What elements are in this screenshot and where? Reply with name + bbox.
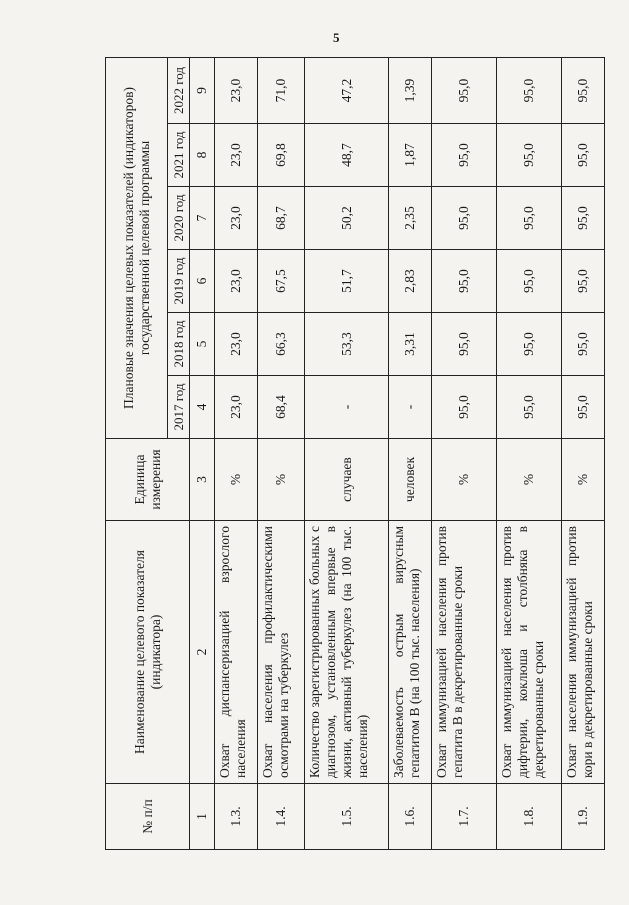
table-row [214, 57, 257, 849]
value-cell: 95,0 [497, 124, 562, 187]
table-row [432, 57, 497, 849]
header-year-2020: 2020 год [168, 187, 190, 250]
value-cell: 95,0 [432, 187, 497, 250]
column-number: 9 [190, 57, 215, 123]
header-year-2019: 2019 год [168, 250, 190, 313]
column-number: 7 [190, 187, 215, 250]
unit-cell: % [561, 439, 604, 521]
indicator-name: Заболеваемость острым вирусным гепатитом В (на 100 тыс. населения) [389, 521, 432, 784]
header-unit: Единица измерения [106, 439, 190, 521]
rotated-table-container [105, 58, 605, 850]
row-number: 1.7. [432, 784, 497, 850]
unit-cell: % [432, 439, 497, 521]
value-cell: 23,0 [214, 187, 257, 250]
header-year-2021: 2021 год [168, 124, 190, 187]
row-number: 1.8. [497, 784, 562, 850]
value-cell: 2,35 [389, 187, 432, 250]
value-cell: 50,2 [305, 187, 389, 250]
unit-cell: % [214, 439, 257, 521]
value-cell: 67,5 [257, 250, 304, 313]
value-cell: 71,0 [257, 57, 304, 123]
value-cell: 47,2 [305, 57, 389, 123]
value-cell: 68,4 [257, 376, 304, 439]
value-cell: 95,0 [432, 57, 497, 123]
value-cell: 3,31 [389, 313, 432, 376]
indicators-table [105, 57, 605, 850]
table-row [257, 57, 304, 849]
value-cell: 95,0 [561, 313, 604, 376]
row-number: 1.9. [561, 784, 604, 850]
unit-cell: % [497, 439, 562, 521]
indicator-name: Охват диспансеризацией взрослого населения [214, 521, 257, 784]
value-cell: 23,0 [214, 57, 257, 123]
value-cell: 51,7 [305, 250, 389, 313]
value-cell: 23,0 [214, 124, 257, 187]
column-number: 5 [190, 313, 215, 376]
column-number: 6 [190, 250, 215, 313]
column-numbers-row [190, 57, 215, 849]
indicator-name: Охват населения иммунизацией против кори в декретированные сроки [561, 521, 604, 784]
table-body [190, 57, 605, 849]
indicator-name: Количество зарегистрированных больных с диагнозом, установленным впервые в жизни, активный туберкулез (на 100 тыс. населения) [305, 521, 389, 784]
unit-cell: человек [389, 439, 432, 521]
column-number: 1 [190, 784, 215, 850]
column-number: 2 [190, 521, 215, 784]
value-cell: 2,83 [389, 250, 432, 313]
table-row [497, 57, 562, 849]
value-cell: - [389, 376, 432, 439]
table-row [305, 57, 389, 849]
value-cell: 95,0 [561, 124, 604, 187]
row-number: 1.5. [305, 784, 389, 850]
header-name: Наименование целевого показателя (индикатора) [106, 521, 190, 784]
value-cell: 95,0 [497, 313, 562, 376]
header-year-2017: 2017 год [168, 376, 190, 439]
value-cell: 95,0 [561, 57, 604, 123]
value-cell: 95,0 [432, 313, 497, 376]
value-cell: - [305, 376, 389, 439]
row-number: 1.3. [214, 784, 257, 850]
unit-cell: случаев [305, 439, 389, 521]
header-num: № п/п [106, 784, 190, 850]
value-cell: 95,0 [561, 376, 604, 439]
value-cell: 95,0 [561, 250, 604, 313]
indicator-name: Охват иммунизацией населения против гепатита В в декретированные сроки [432, 521, 497, 784]
indicator-name: Охват населения профилактическими осмотрами на туберкулез [257, 521, 304, 784]
column-number: 3 [190, 439, 215, 521]
indicator-name: Охват иммунизацией населения против дифтерии, коклюша и столбняка в декретированные сроки [497, 521, 562, 784]
value-cell: 95,0 [432, 250, 497, 313]
value-cell: 23,0 [214, 250, 257, 313]
value-cell: 66,3 [257, 313, 304, 376]
value-cell: 53,3 [305, 313, 389, 376]
column-number: 8 [190, 124, 215, 187]
value-cell: 95,0 [497, 250, 562, 313]
value-cell: 95,0 [432, 376, 497, 439]
page-number: 5 [333, 30, 340, 45]
row-number: 1.4. [257, 784, 304, 850]
value-cell: 95,0 [497, 57, 562, 123]
value-cell: 95,0 [561, 187, 604, 250]
column-number: 4 [190, 376, 215, 439]
value-cell: 1,39 [389, 57, 432, 123]
value-cell: 23,0 [214, 313, 257, 376]
table-row [561, 57, 604, 849]
header-year-2022: 2022 год [168, 57, 190, 123]
unit-cell: % [257, 439, 304, 521]
value-cell: 68,7 [257, 187, 304, 250]
value-cell: 1,87 [389, 124, 432, 187]
value-cell: 95,0 [432, 124, 497, 187]
header-year-2018: 2018 год [168, 313, 190, 376]
header-plan-values: Плановые значения целевых показателей (индикаторов) государственной целевой программы [106, 57, 168, 438]
value-cell: 95,0 [497, 187, 562, 250]
row-number: 1.6. [389, 784, 432, 850]
value-cell: 95,0 [497, 376, 562, 439]
value-cell: 69,8 [257, 124, 304, 187]
value-cell: 23,0 [214, 376, 257, 439]
table-row [389, 57, 432, 849]
value-cell: 48,7 [305, 124, 389, 187]
